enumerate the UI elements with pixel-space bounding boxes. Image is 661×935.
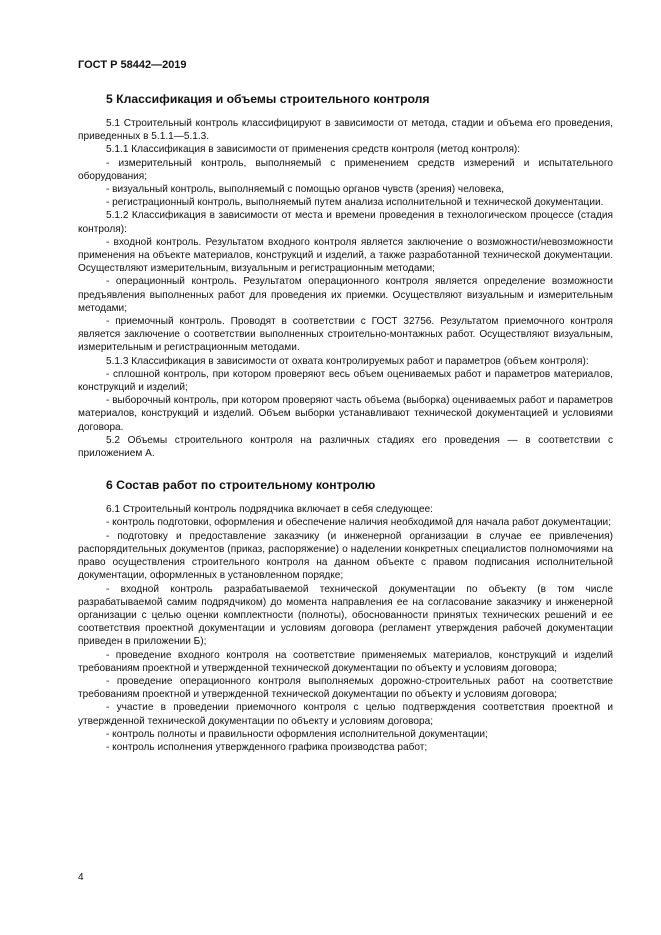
list-item: - регистрационный контроль, выполняемый путем анализа исполнительной и технической документации.: [106, 197, 604, 209]
paragraph: 5.1.2 Классификация в зависимости от места и времени проведения в технологическом процессе (стадия контроля):: [78, 210, 613, 235]
paragraph: 5.1.1 Классификация в зависимости от применения средств контроля (метод контроля):: [106, 144, 521, 156]
list-item: - операционный контроль. Результатом операционного контроля является определение возможности предъявления выполненных работ для проведения их приемки. Осуществляют визуальным и измерительным методами;: [78, 276, 613, 314]
page-number: 4: [78, 872, 84, 883]
list-item: - проведение операционного контроля выполняемых дорожно-строительных работ на соответствие требованиям проектной и утвержденной технической документации по объекту и условиям договора;: [78, 675, 613, 701]
paragraph: 5.1 Строительный контроль классифицируют в зависимости от метода, стадии и объема его проведения, приведенных в 5.1.1—5.1.3.: [78, 118, 613, 143]
list-item: - подготовку и предоставление заказчику (и инженерной организации в случае ее привлечения) распорядительных документов (приказ, распоряжение) о наделении конкретных специалистов полномочиями на право осуществления строительного контроля на данном объекте с правом подписания исполнительной документации, оформленных в установленном порядке;: [78, 530, 613, 582]
list-item: - контроль исполнения утвержденного графика производства работ;: [106, 741, 428, 753]
list-item: - участие в проведении приемочного контроля с целью подтверждения соответствия проектной и утвержденной технической документации по объекту и условиям договора;: [78, 702, 613, 727]
list-item: - контроль подготовки, оформления и обеспечение наличия необходимой для начала работ документации;: [106, 517, 611, 529]
list-item: - выборочный контроль, при котором проверяют часть объема (выборка) оцениваемых работ и параметров материалов, конструкций и изделий. Объем выборки устанавливают технической документацией и условиями договора.: [78, 395, 613, 433]
list-item: - приемочный контроль. Проводят в соответствии с ГОСТ 32756. Результатом приемочного контроля является заключение о соответствии выполненных строительно-монтажных работ. Осуществляют визуальным, измерительным и регистрационным методами.: [78, 316, 613, 354]
paragraph: 5.1.3 Классификация в зависимости от охвата контролируемых работ и параметров (объем контроля):: [106, 355, 589, 367]
section-6-title: 6 Состав работ по строительному контролю: [106, 478, 376, 493]
page-content: [78, 92, 613, 754]
paragraph: 6.1 Строительный контроль подрядчика включает в себя следующее:: [106, 504, 433, 516]
list-item: - контроль полноты и правильности оформления исполнительной документации;: [106, 728, 488, 740]
section-5-title: 5 Классификация и объемы строительного контроля: [106, 92, 430, 106]
list-item: - измерительный контроль, выполняемый с применением средств измерений и испытательного оборудования;: [78, 157, 613, 182]
list-item: - входной контроль разрабатываемой технической документации по объекту (в том числе разрабатываемой самим подрядчиком) до момента направления ее на согласование заказчику и инженерной организации с целью оценки комплектности (полноты), обоснованности принятых технических решений и ее соответствия проектной документации и условиям договора (регламент утверждения рабочей документации приведен в приложении Б);: [78, 583, 613, 648]
list-item: - проведение входного контроля на соответствие применяемых материалов, конструкций и изделий требованиям проектной и утвержденной технической документации по объекту и условиям договора;: [78, 649, 613, 674]
list-item: - визуальный контроль, выполняемый с помощью органов чувств (зрения) человека,: [106, 184, 505, 196]
paragraph: 5.2 Объемы строительного контроля на различных стадиях его проведения — в соответствии с приложением А.: [78, 434, 613, 460]
document-header: ГОСТ Р 58442—2019: [78, 59, 187, 71]
list-item: - входной контроль. Результатом входного контроля является заключение о возможности/невозможности применения на объекте материалов, конструкций и изделий, а также разработанной технической документации. Осуществляют измерительным, визуальным и регистрационным методами;: [78, 236, 613, 275]
list-item: - сплошной контроль, при котором проверяют весь объем оцениваемых работ и параметров материалов, конструкций и изделий;: [78, 368, 613, 394]
